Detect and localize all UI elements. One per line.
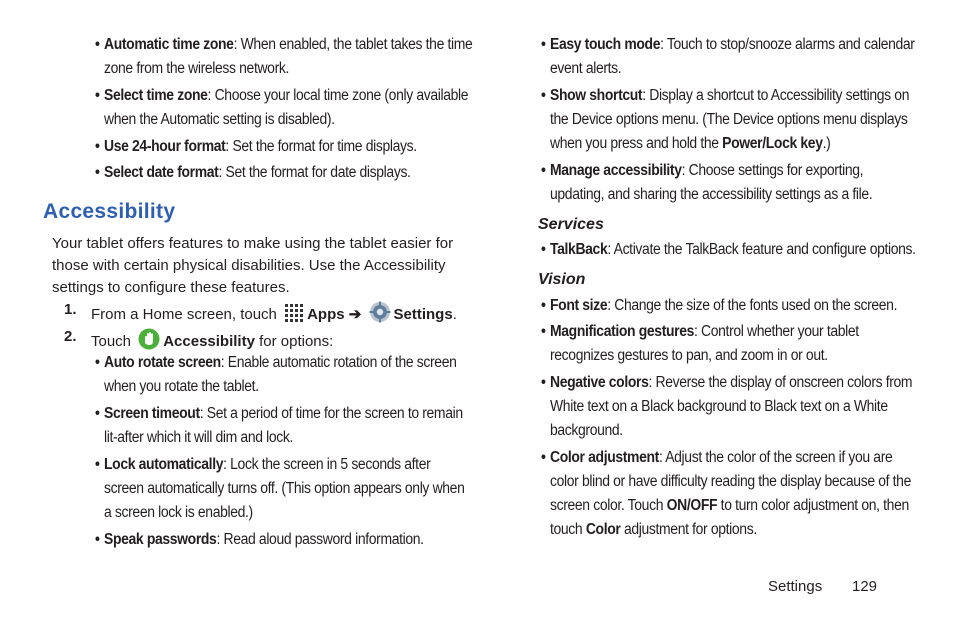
bullet-screen-timeout: • Screen timeout: Set a period of time for the screen to remain lit-after which it will dim and lock.: [95, 405, 463, 446]
step-2-number: 2.: [64, 328, 77, 345]
bullet-lock-automatically: • Lock automatically: Lock the screen in 5 seconds after screen automatically turns off. (This option appears only when a screen lock is enabled.): [95, 456, 465, 521]
footer-section-name: Settings: [768, 578, 823, 595]
intro-paragraph: Your tablet offers features to make using the tablet easier for those with certain physical disabilities. Use the Accessibility settings to configure these features.: [52, 235, 454, 296]
bullet-negative-colors: • Negative colors: Reverse the display of onscreen colors from White text on a Black background to Black text on a White background.: [541, 374, 913, 439]
bullet-auto-rotate-screen: • Auto rotate screen: Enable automatic rotation of the screen when you rotate the tablet.: [95, 354, 457, 395]
bullet-magnification-gestures: • Magnification gestures: Control whether your tablet recognizes gestures to pan, and zoom in or out.: [541, 323, 859, 364]
bullet-select-time-zone: • Select time zone: Choose your local time zone (only available when the Automatic setting is disabled).: [95, 87, 469, 128]
services-heading: Services: [538, 216, 604, 233]
bullet-manage-accessibility: • Manage accessibility: Choose settings for exporting, updating, and sharing the accessibility settings as a file.: [541, 162, 873, 203]
bullet-easy-touch-mode: • Easy touch mode: Touch to stop/snooze alarms and calendar event alerts.: [541, 36, 915, 77]
bullet-24-hour-format: • Use 24-hour format: Set the format for time displays.: [95, 138, 417, 155]
section-heading: Accessibility: [43, 200, 176, 223]
step-1: From a Home screen, touch Apps ➔ Settings.: [91, 301, 457, 330]
step-2: Touch Accessibility for options:: [91, 328, 333, 357]
vision-heading: Vision: [538, 271, 586, 288]
bullet-color-adjustment: • Color adjustment: Adjust the color of the screen if you are color blind or have difficulty reading the display because of the screen color. Touch ON/OFF to turn color adjustment on, then touch Color adjustment for options.: [541, 449, 911, 538]
settings-gear-icon: [369, 301, 391, 330]
step-1-number: 1.: [64, 301, 77, 318]
bullet-show-shortcut: • Show shortcut: Display a shortcut to Accessibility settings on the Device options menu. (The Device options menu displays when you press and hold the Power/Lock key.): [541, 87, 910, 152]
bullet-speak-passwords: • Speak passwords: Read aloud password information.: [95, 531, 424, 548]
footer-page-number: 129: [852, 578, 878, 595]
bullet-talkback: • TalkBack: Activate the TalkBack feature and configure options.: [541, 241, 916, 258]
bullet-automatic-time-zone: • Automatic time zone: When enabled, the tablet takes the time zone from the wireless network.: [95, 36, 473, 77]
bullet-font-size: • Font size: Change the size of the fonts used on the screen.: [541, 297, 898, 314]
apps-grid-icon: [284, 303, 304, 330]
bullet-select-date-format: • Select date format: Set the format for date displays.: [95, 164, 411, 181]
